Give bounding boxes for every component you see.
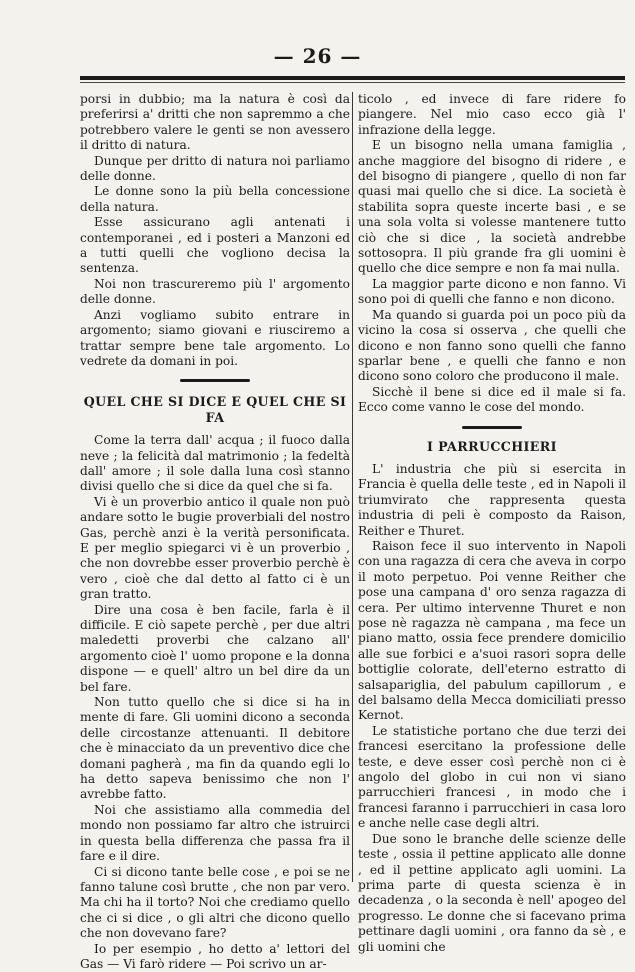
column-divider <box>352 92 353 882</box>
paragraph: Vi è un proverbio antico il quale non può andare sotto le bugie proverbiali del nostro Gas, perchè anzi è la verità personificata. E per meglio spiegarci vi è un proverbio , che non dovrebbe esser proverbio perchè è vero , cioè che dal detto al fatto ci è un gran tratto. <box>80 494 350 602</box>
paragraph: Noi che assistiamo alla commedia del mondo non possiamo far altro che istruirci in questa bella differenza che passa fra il fare e il dire. <box>80 802 350 864</box>
left-intro-section <box>80 92 350 369</box>
paragraph: Le donne sono la più bella concessione della natura. <box>80 184 350 214</box>
paragraph: L' industria che più si esercita in Francia è quella delle teste , ed in Napoli il triumvirato che rappresenta questa industria di peli è composto da Raison, Reither e Thuret. <box>358 461 626 538</box>
paragraph: E un bisogno nella umana famiglia , anche maggiore del bisogno di ridere , e del bisogno di piangere , quello di non far quasi mai quello che si dice. La società è stabilita sopra queste incerte basi , e se una sola volta si volesse mantenere tutto ciò che si dice , la società andrebbe sottosopra. Il più grande fra gli uomini è quello che dice sempre e non fa mai nulla. <box>358 138 626 276</box>
paragraph: Come la terra dall' acqua ; il fuoco dalla neve ; la felicità dal matrimonio ; la fedeltà dall' amore ; il sole dalla luna così stanno divisi quello che si dice da quel che si fa. <box>80 433 350 494</box>
article-title-quel-che-si-dice: QUEL CHE SI DICE E QUEL CHE SI FA <box>83 394 347 425</box>
paragraph: Dire una cosa è ben facile, farla è il difficile. E ciò sapete perchè , per due altri maledetti proverbi che calzano all' argomento cioè l' uomo propone e la donna dispone — e quell' altro un bel dire da un bel fare. <box>80 602 350 694</box>
paragraph: Ci si dicono tante belle cose , e poi se ne fanno talune così brutte , che non par vero. Ma chi ha il torto? Noi che crediamo quello che ci si dice , o gli altri che dicono quello che non dovevano fare? <box>80 864 350 941</box>
header-rule-thin <box>80 82 625 83</box>
paragraph: Noi non trascureremo più l' argomento delle donne. <box>80 276 350 307</box>
paragraph: Esse assicurano agli antenati i contemporanei , ed i posteri a Manzoni ed a tutti quelli che vogliono decisa la sentenza. <box>80 215 350 276</box>
paragraph: Raison fece il suo intervento in Napoli con una ragazza di cera che aveva in corpo il moto perpetuo. Poi venne Reither che pose una campana d' oro senza ragazza di cera. Per ultimo intervenne Thuret e non pose nè ragazza nè campana , ma fece un piano matto, ossia fece prendere domicilio alle sue forbici e a'suoi rasori sopra delle bottiglie colorate, dell'eterno estratto di salsapariglia, del pabulum capillorum , e del balsamo della Mecca domiciliati presso Kernot. <box>358 538 626 723</box>
article-title-parrucchieri: I PARRUCCHIERI <box>427 438 557 454</box>
paragraph: Non tutto quello che si dice si ha in mente di fare. Gli uomini dicono a seconda delle circostanze attenuanti. Il debitore che è minacciato da un preventivo dice che domani pagherà , ma fin da quando egli lo ha detto sapeva benissimo che non l' avrebbe fatto. <box>80 695 350 802</box>
header-rule <box>80 76 625 80</box>
paragraph: Anzi vogliamo subito entrare in argomento; siamo giovani e riusciremo a trattar sempre bene tale argomento. Lo vedrete da domani in poi. <box>80 307 350 368</box>
article-body-parrucchieri <box>358 462 626 955</box>
paragraph: Sicchè il bene si dice ed il male si fa. Ecco come vanno le cose del mondo. <box>358 384 626 415</box>
paragraph: Ma quando si guarda poi un poco più da vicino la cosa si osserva , che quelli che dicono e non fanno sono quelli che fanno sparlar bene , e quelli che fanno e non dicono sono coloro che producono il male. <box>358 307 626 384</box>
paragraph: La maggior parte dicono e non fanno. Vi sono poi di quelli che fanno e non dicono. <box>358 276 626 307</box>
section-separator <box>462 426 522 429</box>
paragraph: Io per esempio , ho detto a' lettori del Gas — Vi farò ridere — Poi scrivo un ar- <box>80 941 350 971</box>
paragraph: Le statistiche portano che due terzi dei francesi esercitano la professione delle teste, e deve esser così perchè non ci è angolo del globo in cui non vi siano parrucchieri francesi , in modo che i francesi faranno i parrucchieri in casa loro e anche nelle case degli altri. <box>358 723 626 831</box>
paragraph: ticolo , ed invece di fare ridere fo piangere. Nel mio caso ecco già l' infrazione della legge. <box>358 92 626 137</box>
paragraph: Dunque per dritto di natura noi parliamo delle donne. <box>80 153 350 184</box>
paragraph: Due sono le branche delle scienze delle teste , ossia il pettine applicato alle donne , ed il pettine applicato agli uomini. La prima parte di questa scienza è in decadenza , o la seconda è nell' apogeo del progresso. Le donne che si facevano prima pettinare dagli uomini , ora fanno da sè , e gli uomini che <box>358 831 626 954</box>
section-separator <box>180 379 250 382</box>
left-column <box>80 92 350 972</box>
right-continuation-section <box>358 92 626 416</box>
right-column <box>358 92 626 955</box>
paragraph: porsi in dubbio; ma la natura è così da preferirsi a' dritti che non sapremmo a che potrebbero valere le genti se non avessero il dritto di natura. <box>80 92 350 153</box>
page-number: — 26 — <box>273 44 362 68</box>
article-body-quel-che-si-dice <box>80 433 350 972</box>
